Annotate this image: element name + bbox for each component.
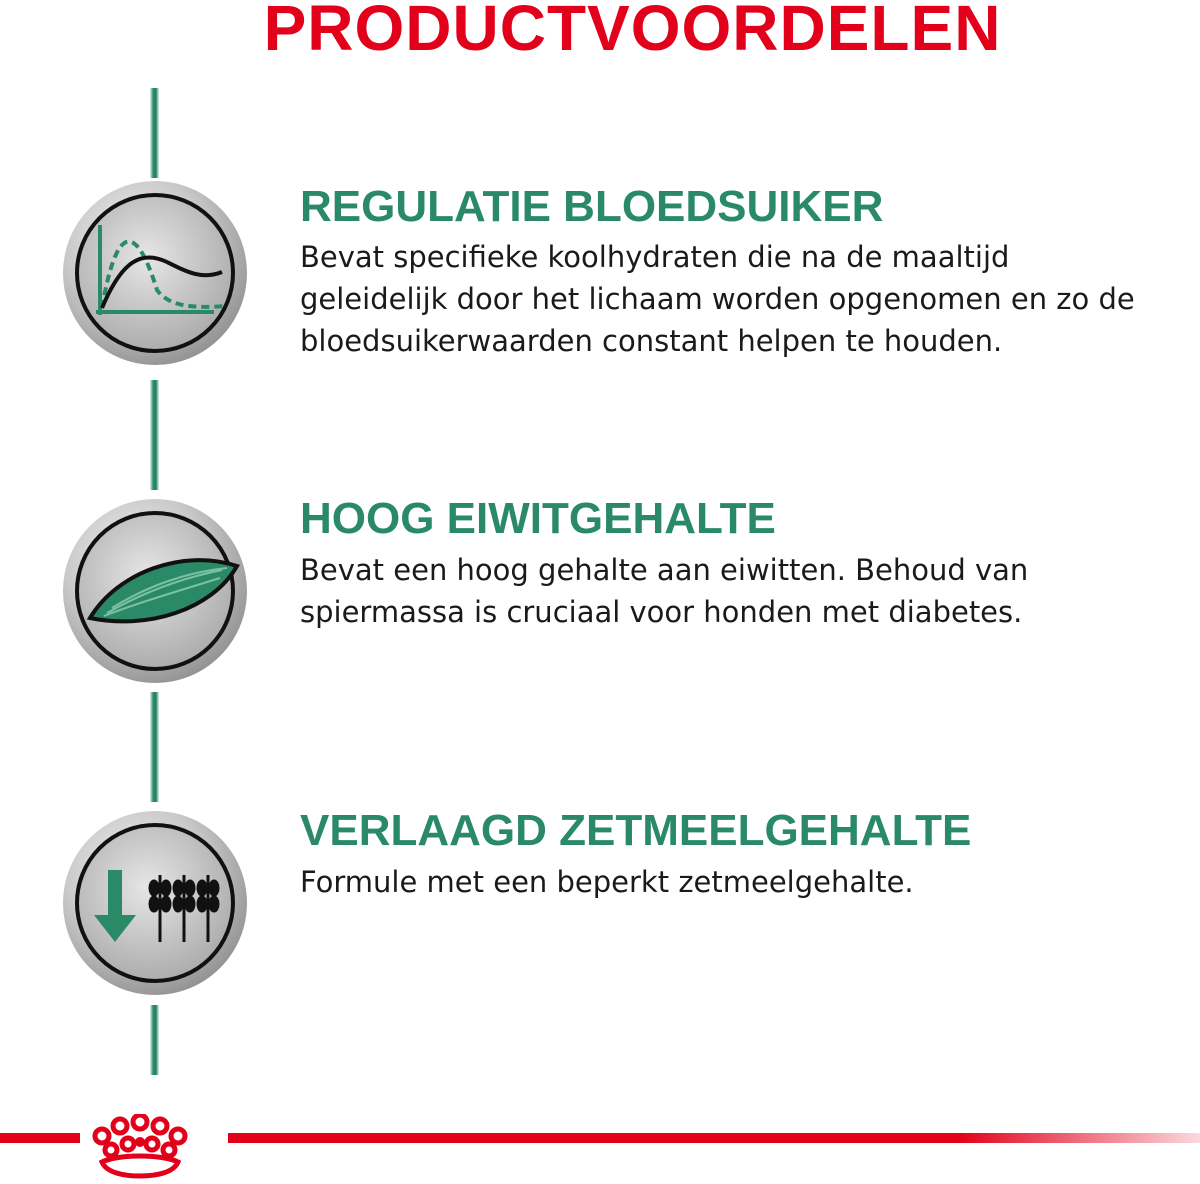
timeline-line [150,692,159,802]
benefit-heading: REGULATIE BLOEDSUIKER [300,182,884,231]
timeline-line [150,88,159,178]
benefit-description-line: bloedsuikerwaarden constant helpen te houden. [300,324,1003,358]
benefit-description-line: Formule met een beperkt zetmeelgehalte. [300,865,914,899]
benefit-description-line: geleidelijk door het lichaam worden opgenomen en zo de [300,282,1135,316]
benefit-description [300,236,1200,362]
benefit-heading: VERLAAGD ZETMEELGEHALTE [300,806,972,855]
royal-canin-crown-logo [88,1114,192,1184]
footer-rule-right [228,1133,1200,1143]
reduced-starch-icon [62,810,248,996]
benefit-description [300,861,1200,903]
blood-sugar-curve-icon [62,180,248,366]
benefit-heading: HOOG EIWITGEHALTE [300,494,776,543]
footer-rule-left [0,1133,80,1143]
benefit-description-line: Bevat een hoog gehalte aan eiwitten. Behoud van [300,553,1029,587]
benefit-description-line: Bevat specifieke koolhydraten die na de maaltijd [300,240,1010,274]
page-title: PRODUCTVOORDELEN [263,0,1002,64]
benefit-description [300,549,1200,633]
timeline-line [150,380,159,490]
benefit-description-line: spiermassa is cruciaal voor honden met diabetes. [300,595,1023,629]
timeline-line [150,1005,159,1075]
muscle-icon [62,498,248,684]
